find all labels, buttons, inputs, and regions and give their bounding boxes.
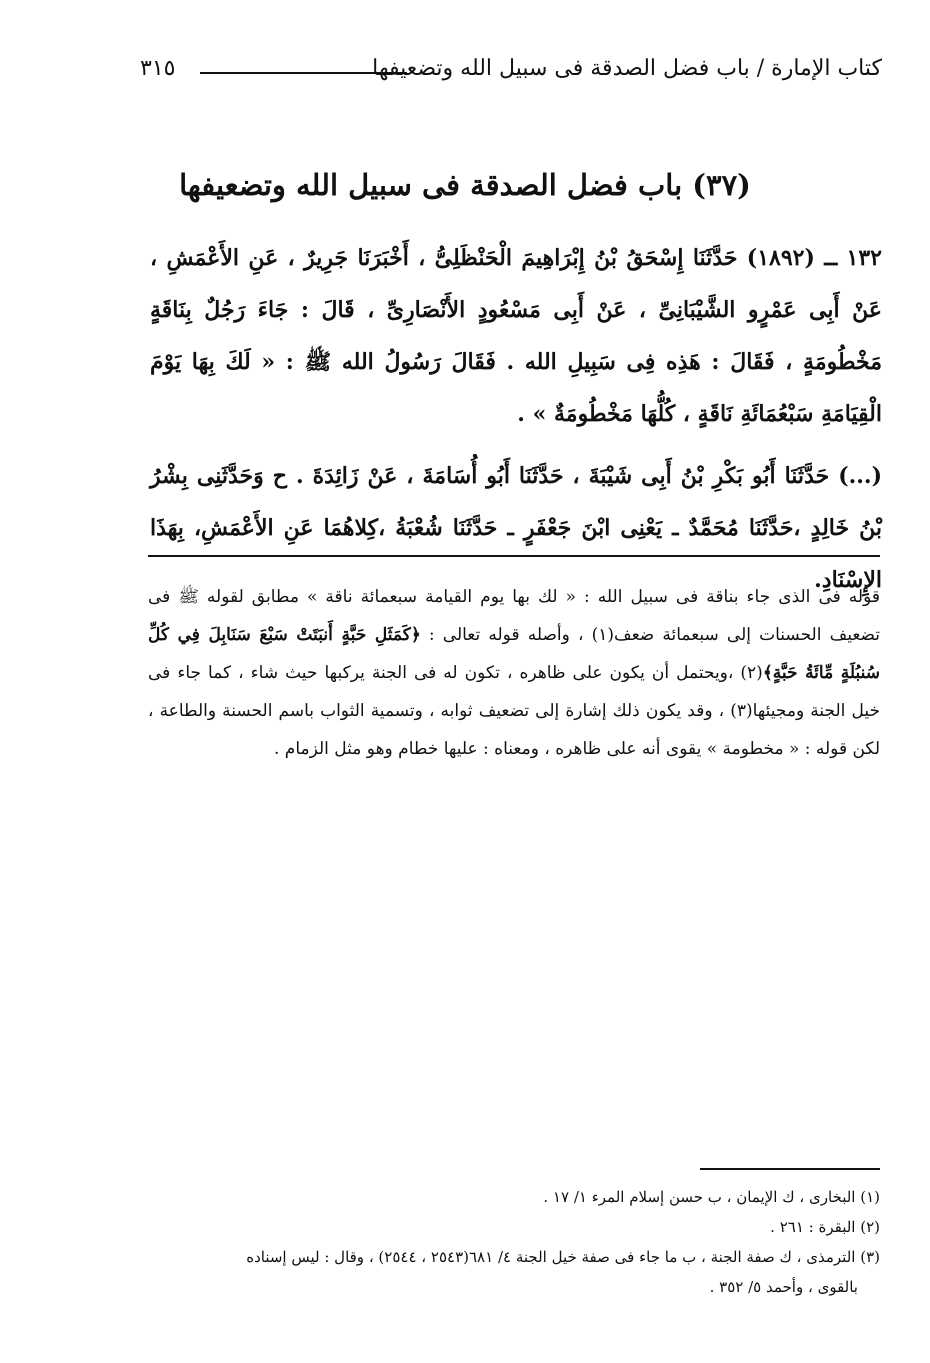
hadith-paragraph-2: (...) حَدَّثَنَا أَبُو بَكْرِ بْنُ أَبِى شَيْبَةَ ، حَدَّثَنَا أَبُو أُسَامَةَ ، عَنْ زَائِدَةَ . ح وَحَدَّثَنِى بِشْرُ بْنُ خَالِدٍ ،حَدَّثَنَا مُحَمَّدٌ ـ يَعْنِى ابْنَ جَعْفَرٍ ـ حَدَّثَنَا شُعْبَةُ ،كِلاهُمَا عَنِ الأَعْمَشِ، بِهَذَا الإِسْنَادِ. xyxy=(150,463,882,593)
footnote-rule xyxy=(700,1168,880,1170)
footnote-1: (١) البخارى ، ك الإيمان ، ب حسن إسلام المرء ١/ ١٧ . xyxy=(543,1188,880,1206)
hadith-paragraph-1: ١٣٢ ــ (١٨٩٢) حَدَّثَنَا إِسْحَقُ بْنُ إِبْرَاهِيمَ الْحَنْظَلِىُّ ، أَخْبَرَنَا جَرِيرٌ ، عَنِ الأَعْمَشِ ، عَنْ أَبِى عَمْرٍو الشَّيْبَانِىِّ ، عَنْ أَبِى مَسْعُودٍ الأَنْصَارِىِّ ، قَالَ : جَاءَ رَجُلٌ بِنَاقَةٍ مَخْطُومَةٍ ، فَقَالَ : هَذِه فِى سَبِيلِ الله . فَقَالَ رَسُولُ الله ﷺ : « لَكَ بِهَا يَوْمَ الْقِيَامَةِ سَبْعُمَائَةِ نَاقَةٍ ، كُلُّهَا مَخْطُومَةٌ » . xyxy=(150,245,882,427)
commentary-paragraph xyxy=(148,578,880,768)
footnotes xyxy=(148,1182,880,1302)
quran-quote: ﴿كَمَثَلِ حَبَّةٍ أَنبَتَتْ سَبْعَ سَنَابِلَ فِي كُلِّ سُنبُلَةٍ مِّائَةُ حَبَّةٍ﴾ xyxy=(148,625,880,683)
running-title: كتاب الإمارة / باب فضل الصدقة فى سبيل الله وتضعيفها xyxy=(372,56,882,81)
footnote-3-continuation: بالقوى ، وأحمد ٥/ ٣٥٢ . xyxy=(709,1278,858,1296)
header-rule xyxy=(200,72,407,74)
commentary-part-2: (٢) ،ويحتمل أن يكون على ظاهره ، تكون له فى الجنة يركبها حيث شاء ، كما جاء فى خيل الجنة ومجيئها(٣) ، وقد يكون ذلك إشارة إلى تضعيف ثوابه ، وتسمية الثواب باسم الحسنة والطاعة ، لكن قوله : « مخطومة » يقوى أنه على ظاهره ، ومعناه : عليها خطام وهو مثل الزمام . xyxy=(148,663,880,759)
hadith-text xyxy=(150,232,882,606)
commentary xyxy=(148,578,880,768)
section-divider xyxy=(148,555,880,557)
running-header xyxy=(140,52,882,92)
page-number: ٣١٥ xyxy=(140,56,176,81)
footnote-3: (٣) الترمذى ، ك صفة الجنة ، ب ما جاء فى صفة خيل الجنة ٤/ ٦٨١(٢٥٤٣ ، ٢٥٤٤) ، وقال : ليس إسناده xyxy=(246,1248,880,1266)
chapter-heading: (٣٧) باب فضل الصدقة فى سبيل الله وتضعيفها xyxy=(179,168,751,202)
footnote-2: (٢) البقرة : ٢٦١ . xyxy=(770,1218,880,1236)
commentary-part-1: قوله فى الذى جاء بناقة فى سبيل الله : « لك بها يوم القيامة سبعمائة ناقة » مطابق لقوله ﷺ فى تضعيف الحسنات إلى سبعمائة ضعف(١) ، وأصله قوله تعالى : xyxy=(148,587,880,645)
